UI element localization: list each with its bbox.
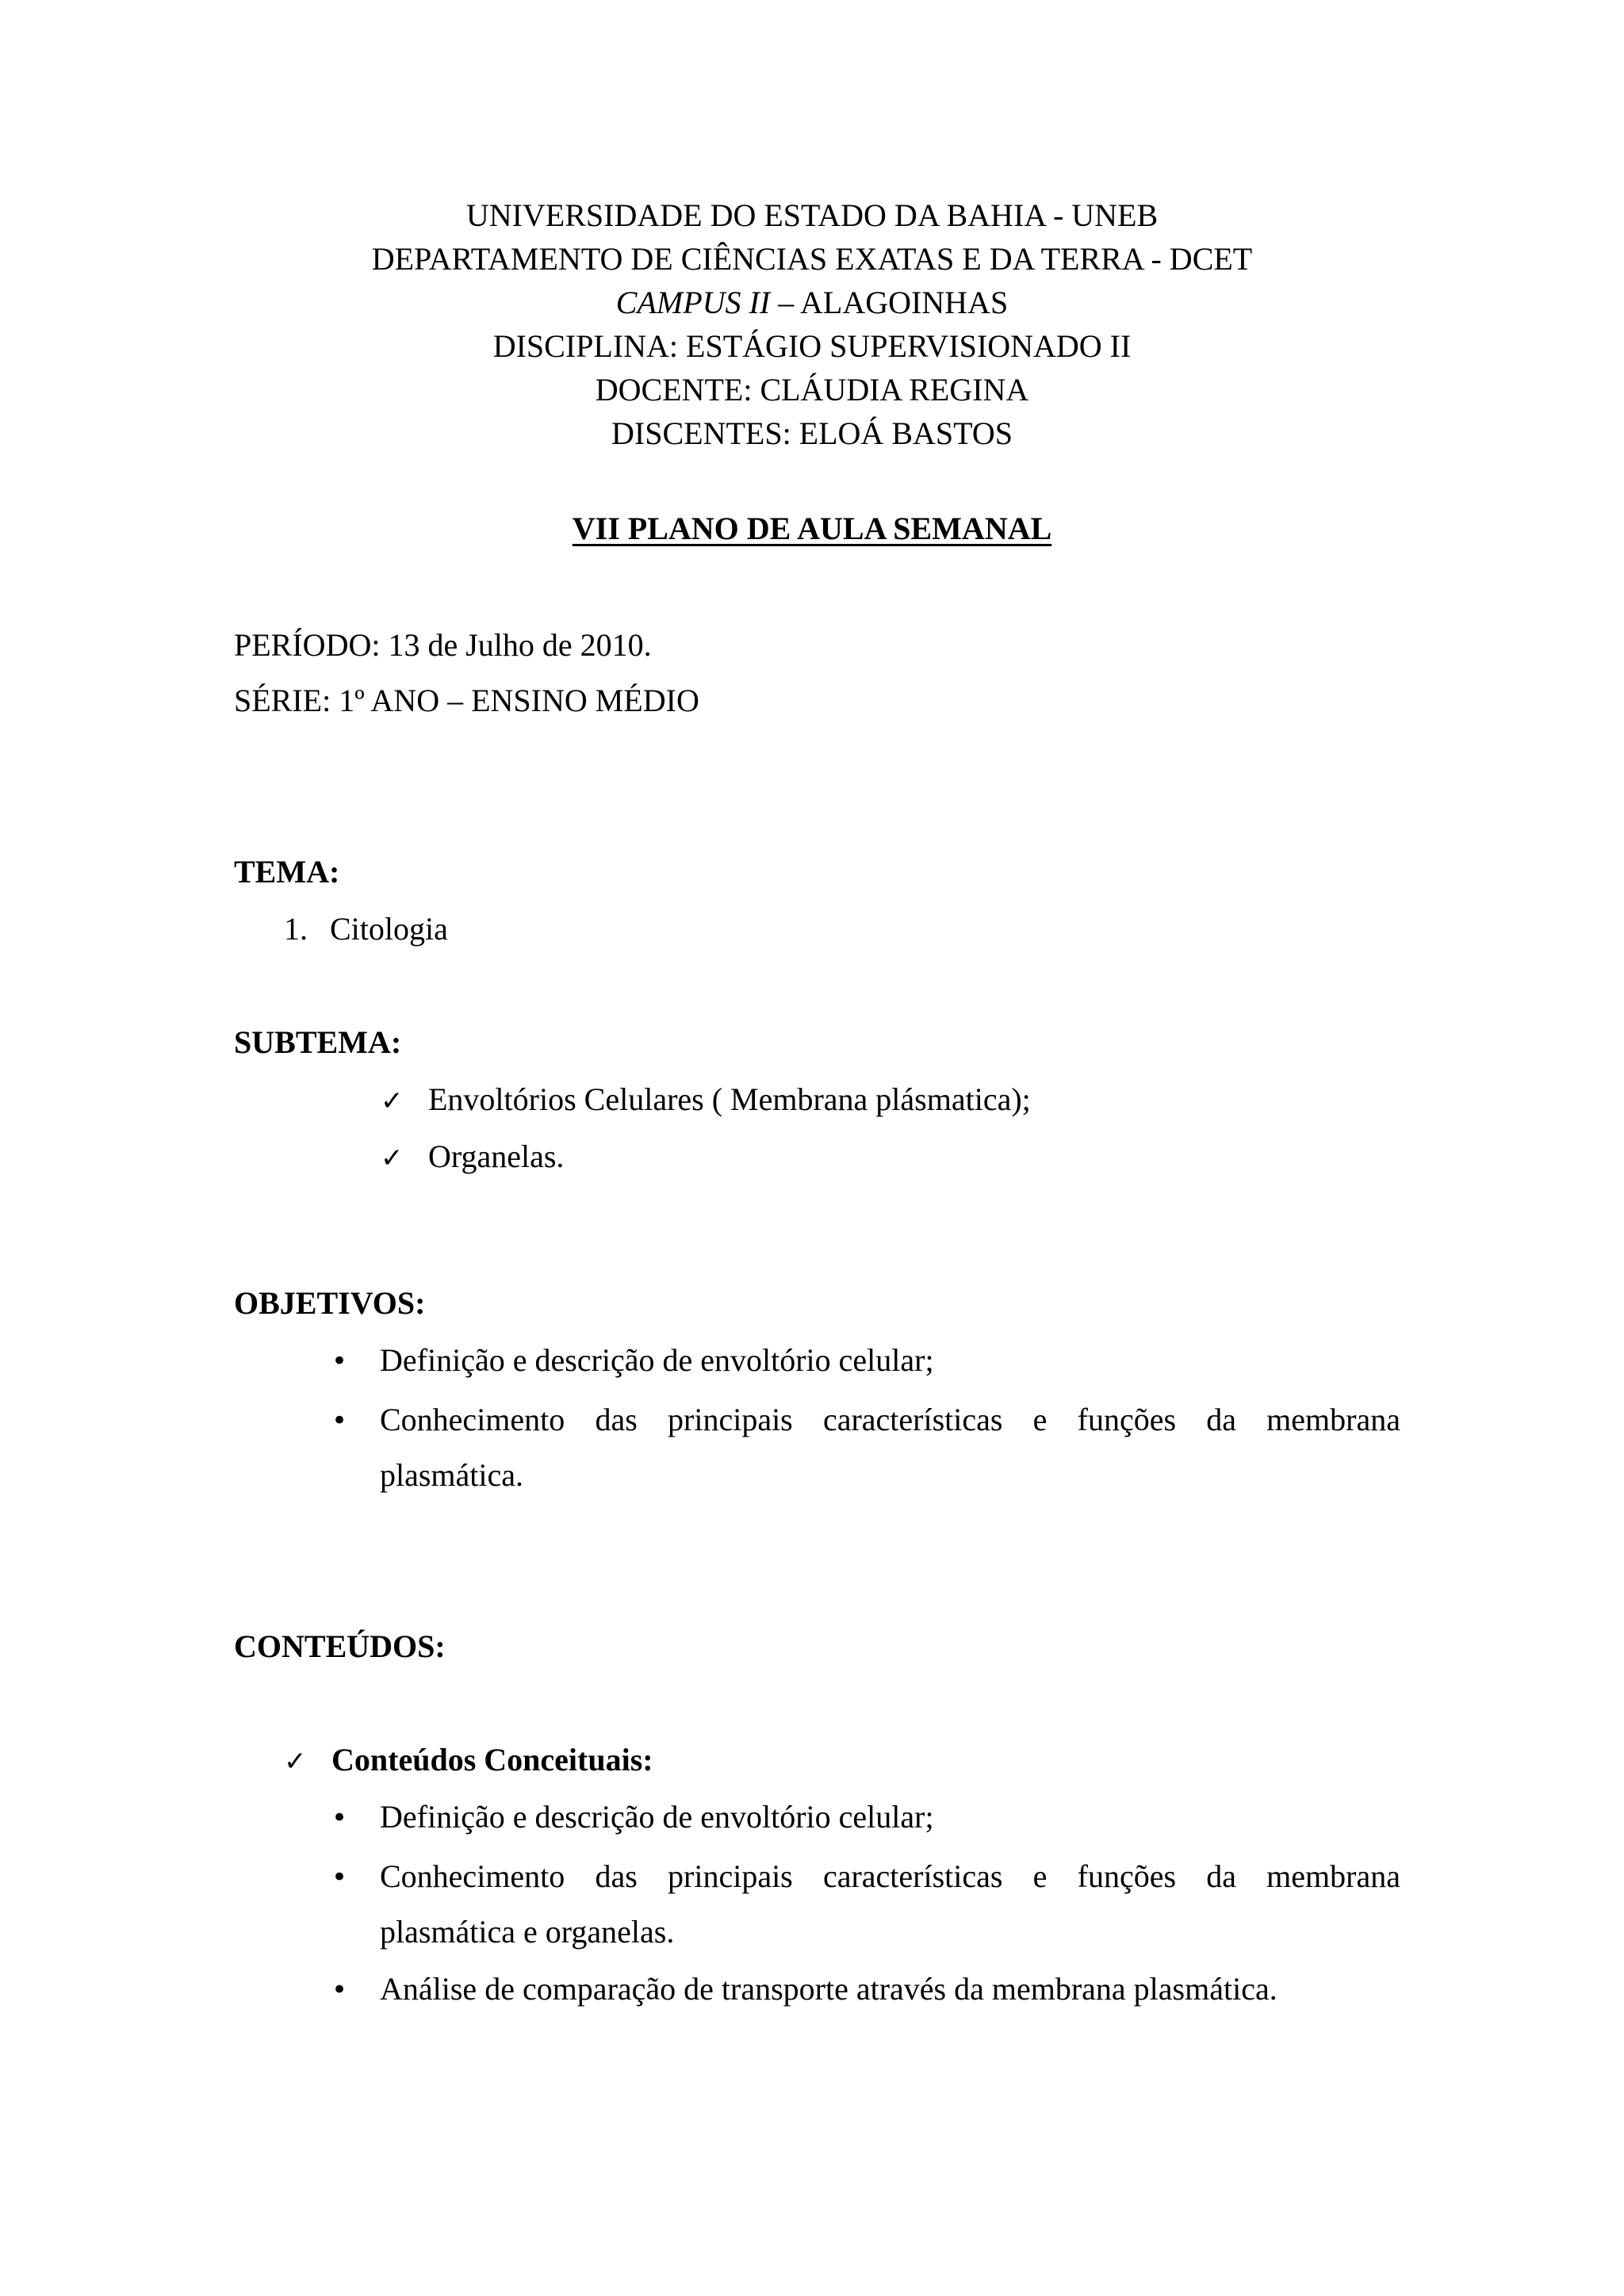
- bullet-icon: •: [331, 1862, 348, 1893]
- conteudos-subheading-text: Conteúdos Conceituais:: [331, 1742, 653, 1777]
- bullet-icon: •: [331, 1405, 348, 1437]
- campus-city: – ALAGOINHAS: [770, 285, 1009, 320]
- checkmark-icon: ✓: [284, 1746, 307, 1777]
- subtema-item-text: Organelas.: [428, 1138, 565, 1174]
- conteudos-subheading: [284, 1741, 653, 1779]
- series-line: SÉRIE: 1º ANO – ENSINO MÉDIO: [234, 683, 699, 718]
- conteudos-heading: CONTEÚDOS:: [234, 1628, 446, 1664]
- period-line: PERÍODO: 13 de Julho de 2010.: [234, 627, 652, 663]
- bullet-icon: •: [331, 1802, 348, 1834]
- tema-item-text: Citologia: [330, 911, 448, 947]
- plan-title: VII PLANO DE AULA SEMANAL: [572, 511, 1052, 546]
- campus-label: CAMPUS II: [615, 285, 771, 320]
- students-line: DISCENTES: ELOÁ BASTOS: [611, 415, 1013, 451]
- objetivo-item: Definição e descrição de envoltório celular;: [380, 1342, 934, 1378]
- conteudo-item: Análise de comparação de transporte através da membrana plasmática.: [380, 1971, 1277, 2007]
- campus-line: [0, 281, 1624, 324]
- tema-heading: TEMA:: [234, 854, 340, 890]
- teacher-line: DOCENTE: CLÁUDIA REGINA: [595, 372, 1029, 408]
- conteudo-item-line1: Conhecimento das principais características e funções da membrana: [380, 1858, 1400, 1894]
- discipline-line: DISCIPLINA: ESTÁGIO SUPERVISIONADO II: [492, 328, 1132, 364]
- document-header: [0, 193, 1624, 455]
- conteudo-item: Definição e descrição de envoltório celular;: [380, 1799, 934, 1835]
- bullet-icon: •: [331, 1974, 348, 2006]
- checkmark-icon: ✓: [381, 1142, 404, 1174]
- subtema-item-text: Envoltórios Celulares ( Membrana plásmatica);: [428, 1081, 1031, 1117]
- subtema-item: [381, 1138, 564, 1176]
- conteudo-item-line2: plasmática e organelas.: [380, 1914, 675, 1950]
- department-name: DEPARTAMENTO DE CIÊNCIAS EXATAS E DA TERRA - DCET: [371, 241, 1253, 277]
- checkmark-icon: ✓: [381, 1085, 404, 1117]
- bullet-icon: •: [331, 1345, 348, 1377]
- tema-item-number: 1.: [284, 911, 308, 947]
- subtema-item: [381, 1081, 1031, 1119]
- objetivos-heading: OBJETIVOS:: [234, 1285, 426, 1321]
- objetivo-item-line2: plasmática.: [380, 1457, 524, 1493]
- subtema-heading: SUBTEMA:: [234, 1024, 402, 1060]
- objetivo-item-line1: Conhecimento das principais características e funções da membrana: [380, 1402, 1400, 1437]
- university-name: UNIVERSIDADE DO ESTADO DA BAHIA - UNEB: [465, 197, 1159, 233]
